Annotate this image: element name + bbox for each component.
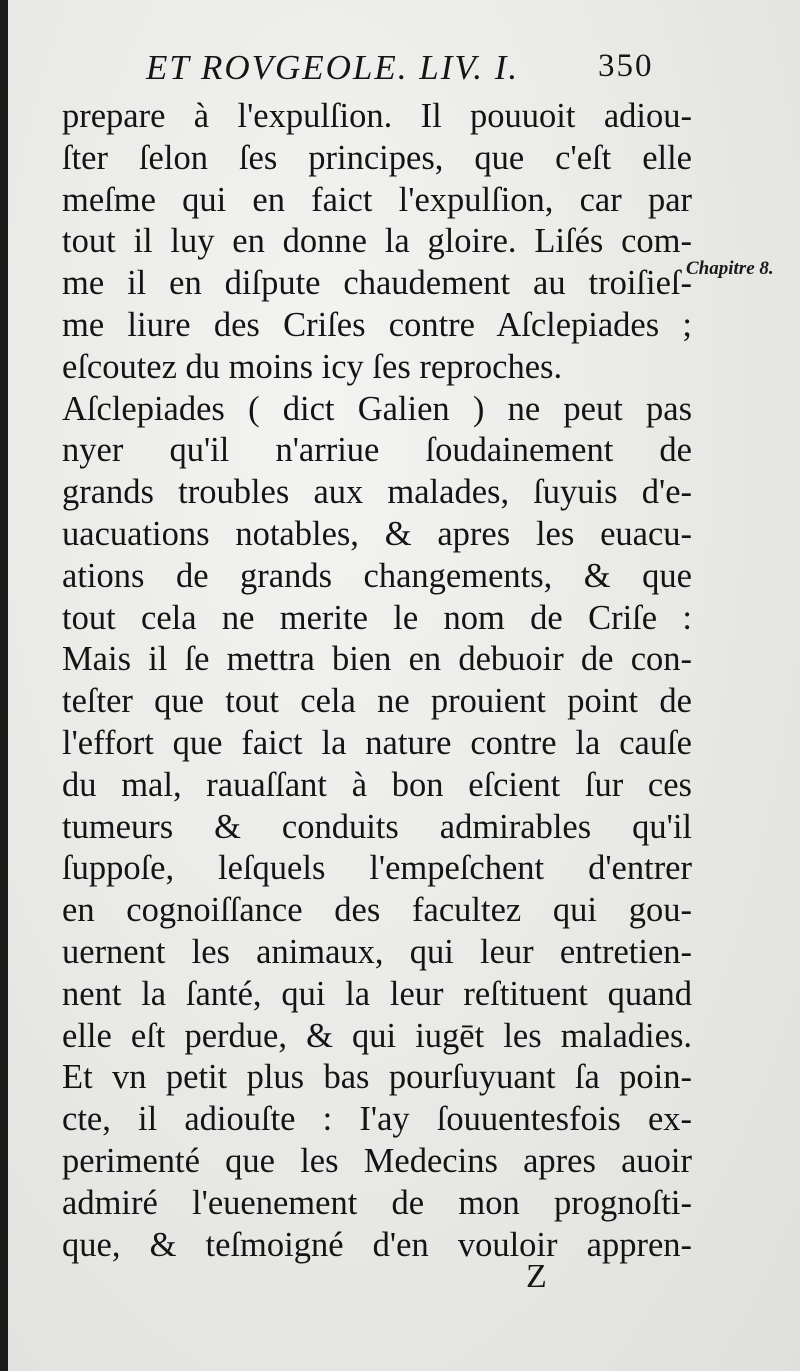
body-text — [62, 96, 692, 1266]
text-line: elle eſt perdue, & qui iugēt les maladies. — [62, 1016, 692, 1055]
page-number: 350 — [598, 48, 654, 84]
text-line: ſuppoſe, leſquels l'empeſchent d'entrer — [62, 849, 692, 888]
text-line: admiré l'euenement de mon prognoſti- — [62, 1183, 692, 1222]
text-line: Aſclepiades ( dict Galien ) ne peut pas — [62, 389, 692, 428]
text-line: uacuations notables, & apres les euacu- — [62, 514, 692, 553]
running-title: ET ROVGEOLE. LIV. I. — [146, 48, 520, 87]
text-line: cte, il adiouſte : I'ay ſouuentesfois ex- — [62, 1100, 692, 1139]
signature-mark: Z — [526, 1258, 547, 1295]
text-line: meſme qui en faict l'expulſion, car par — [62, 180, 692, 219]
text-line: prepare à l'expulſion. Il pouuoit adiou- — [62, 97, 692, 135]
text-line: tumeurs & conduits admirables qu'il — [62, 807, 692, 846]
text-line: Mais il ſe mettra bien en debuoir de con- — [62, 640, 692, 679]
text-line: tout cela ne merite le nom de Criſe : — [62, 598, 692, 637]
book-page — [8, 0, 800, 1371]
text-line: teſter que tout cela ne prouient point de — [62, 682, 692, 721]
text-line: l'effort que faict la nature contre la cauſe — [62, 723, 692, 762]
text-line: Et vn petit plus bas pourſuyuant ſa poin- — [62, 1058, 692, 1097]
text-line: eſcoutez du moins icy ſes reproches. — [62, 347, 563, 386]
text-line: ſter ſelon ſes principes, que c'eſt elle — [62, 138, 692, 177]
page-header — [146, 48, 706, 92]
text-line: uernent les animaux, qui leur entretien- — [62, 932, 692, 971]
text-line: grands troubles aux malades, ſuyuis d'e- — [62, 473, 692, 512]
text-line: nyer qu'il n'arriue ſoudainement de — [62, 431, 692, 470]
text-line: tout il luy en donne la gloire. Liſés com- — [62, 222, 692, 261]
marginal-note: Chapitre 8. — [686, 258, 774, 279]
text-line: me il en diſpute chaudement au troiſieſ- — [62, 264, 692, 303]
text-line: que, & teſmoigné d'en vouloir appren- — [62, 1225, 692, 1264]
text-line: en cognoiſſance des facultez qui gou- — [62, 891, 692, 930]
text-line: du mal, rauaſſant à bon eſcient ſur ces — [62, 765, 692, 804]
text-line: nent la ſanté, qui la leur reſtituent quand — [62, 974, 692, 1013]
text-line: perimenté que les Medecins apres auoir — [62, 1141, 692, 1180]
text-line: me liure des Criſes contre Aſclepiades ; — [62, 305, 692, 344]
text-line: ations de grands changements, & que — [62, 556, 692, 595]
